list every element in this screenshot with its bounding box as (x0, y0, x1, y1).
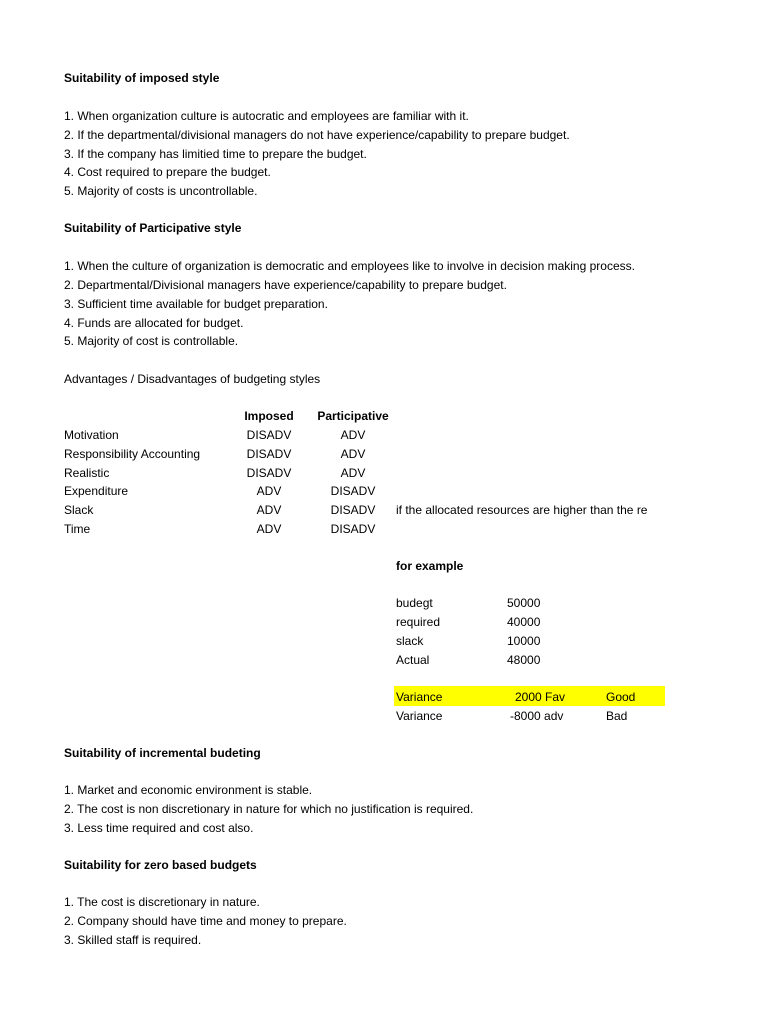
list-item: 1. Market and economic environment is stable. (64, 783, 313, 797)
row-label: Time (64, 522, 91, 536)
example-label: Actual (396, 653, 430, 667)
cell-participative: ADV (340, 466, 366, 480)
list-item: 3. Skilled staff is required. (64, 933, 202, 947)
list-item: 4. Funds are allocated for budget. (64, 316, 244, 330)
list-item: 5. Majority of cost is controllable. (64, 334, 239, 348)
cell-imposed: ADV (256, 503, 282, 517)
cell-imposed: DISADV (246, 428, 292, 442)
row-label: Slack (64, 503, 94, 517)
table-header-imposed: Imposed (244, 409, 294, 423)
slack-note: if the allocated resources are higher than the re (396, 503, 648, 517)
list-item: 3. If the company has limitied time to prepare the budget. (64, 147, 367, 161)
example-label: budegt (396, 596, 433, 610)
cell-participative: DISADV (330, 522, 376, 536)
list-item: 3. Less time required and cost also. (64, 821, 254, 835)
cell-imposed: ADV (256, 522, 282, 536)
row-label: Realistic (64, 466, 110, 480)
example-value: 10000 (507, 634, 541, 648)
cell-participative: DISADV (330, 503, 376, 517)
list-item: 3. Sufficient time available for budget preparation. (64, 297, 328, 311)
list-item: 4. Cost required to prepare the budget. (64, 165, 271, 179)
list-item: 1. When the culture of organization is democratic and employees like to involve in decision making process. (64, 259, 635, 273)
example-value: 40000 (507, 615, 541, 629)
row-label: Expenditure (64, 484, 129, 498)
list-item: 1. When organization culture is autocratic and employees are familiar with it. (64, 109, 469, 123)
table-header-participative: Participative (317, 409, 389, 423)
comparison-title: Advantages / Disadvantages of budgeting styles (64, 372, 321, 386)
section-title-incremental: Suitability of incremental budeting (64, 746, 261, 760)
variance-remark: Bad (606, 709, 628, 723)
variance-remark: Good (606, 690, 636, 704)
variance-value: -8000 adv (510, 709, 564, 723)
cell-participative: DISADV (330, 484, 376, 498)
section-title-imposed: Suitability of imposed style (64, 71, 220, 85)
row-label: Motivation (64, 428, 119, 442)
example-value: 50000 (507, 596, 541, 610)
list-item: 2. Company should have time and money to prepare. (64, 914, 347, 928)
list-item: 1. The cost is discretionary in nature. (64, 895, 260, 909)
row-label: Responsibility Accounting (64, 447, 201, 461)
example-value: 48000 (507, 653, 541, 667)
list-item: 2. If the departmental/divisional managers do not have experience/capability to prepare budget. (64, 128, 570, 142)
list-item: 2. The cost is non discretionary in nature for which no justification is required. (64, 802, 474, 816)
cell-participative: ADV (340, 428, 366, 442)
cell-imposed: ADV (256, 484, 282, 498)
section-title-zero-based: Suitability for zero based budgets (64, 858, 257, 872)
cell-imposed: DISADV (246, 466, 292, 480)
cell-imposed: DISADV (246, 447, 292, 461)
list-item: 5. Majority of costs is uncontrollable. (64, 184, 258, 198)
variance-label: Variance (396, 690, 443, 704)
example-label: required (396, 615, 441, 629)
cell-participative: ADV (340, 447, 366, 461)
example-label: slack (396, 634, 424, 648)
example-title: for example (396, 559, 464, 573)
variance-label: Variance (396, 709, 443, 723)
list-item: 2. Departmental/Divisional managers have experience/capability to prepare budget. (64, 278, 507, 292)
variance-value: 2000 Fav (515, 690, 566, 704)
section-title-participative: Suitability of Participative style (64, 221, 242, 235)
